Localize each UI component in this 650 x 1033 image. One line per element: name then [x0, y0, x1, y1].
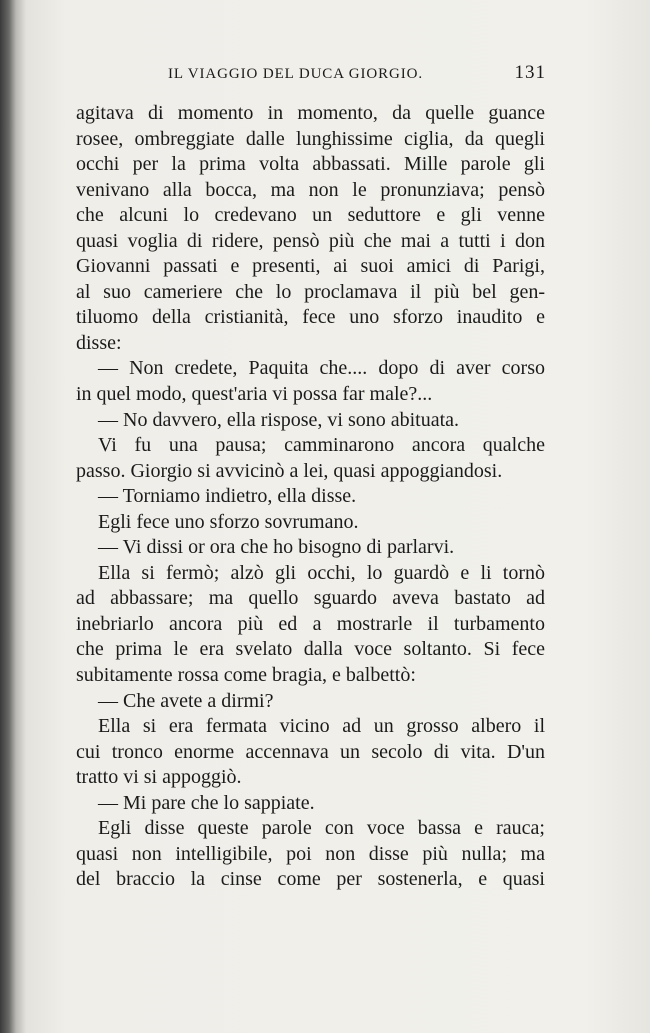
text-line: quasi non intelligibile, poi non disse più nulla; ma: [76, 842, 545, 865]
text-line: inebriarlo ancora più ed a mostrarle il turbamento: [76, 612, 545, 635]
text-line: ad abbassare; ma quello sguardo aveva bastato ad: [76, 587, 545, 610]
text-line: quasi voglia di ridere, pensò più che mai a tutti i don: [76, 229, 545, 252]
text-line: rosee, ombreggiate dalle lunghissime ciglia, da quegli: [76, 127, 545, 150]
text-line: — Non credete, Paquita che.... dopo di aver corso: [98, 357, 545, 380]
text-line: — Torniamo indietro, ella disse.: [98, 485, 357, 508]
text-line: Ella si era fermata vicino ad un grosso albero il: [98, 715, 545, 738]
text-line: passo. Giorgio si avvicinò a lei, quasi appoggiandosi.: [76, 459, 503, 482]
text-line: — Mi pare che lo sappiate.: [98, 791, 315, 814]
text-line: — Vi dissi or ora che ho bisogno di parlarvi.: [98, 536, 455, 559]
text-line: che alcuni lo credevano un seduttore e gli venne: [76, 204, 545, 227]
text-line: tiluomo della cristianità, fece uno sforzo inaudito e: [76, 306, 545, 329]
text-line: venivano alla bocca, ma non le pronunziava; pensò: [76, 178, 545, 201]
text-line: in quel modo, quest'aria vi possa far male?...: [76, 383, 433, 406]
text-line: cui tronco enorme accennava un secolo di vita. D'un: [76, 740, 545, 763]
body-text: [76, 101, 545, 893]
text-line: tratto vi si appoggiò.: [76, 766, 242, 789]
text-line: Ella si fermò; alzò gli occhi, lo guardò e li tornò: [98, 561, 545, 584]
text-line: occhi per la prima volta abbassati. Mille parole gli: [76, 153, 545, 176]
text-line: — No davvero, ella rispose, vi sono abituata.: [98, 408, 460, 431]
text-line: Giovanni passati e presenti, ai suoi amici di Parigi,: [76, 255, 545, 278]
text-line: agitava di momento in momento, da quelle guance: [76, 102, 545, 124]
text-line: che prima le era svelato dalla voce soltanto. Si fece: [76, 638, 545, 661]
text-line: Egli disse queste parole con voce bassa e rauca;: [98, 817, 545, 840]
text-line: del braccio la cinse come per sostenerla, e quasi: [76, 868, 545, 891]
page-header: [168, 62, 546, 86]
text-line: subitamente rossa come bragia, e balbettò:: [76, 664, 416, 687]
running-title: IL VIAGGIO DEL DUCA GIORGIO.: [168, 66, 424, 82]
page-number: 131: [514, 62, 546, 83]
text-line: Egli fece uno sforzo sovrumano.: [98, 510, 359, 533]
text-line: Vi fu una pausa; camminarono ancora qualche: [98, 434, 545, 457]
text-line: — Che avete a dirmi?: [98, 689, 274, 712]
text-line: disse:: [76, 331, 122, 354]
text-line: al suo cameriere che lo proclamava il più bel gen-: [76, 280, 545, 303]
book-spine-shadow: [0, 0, 26, 1033]
